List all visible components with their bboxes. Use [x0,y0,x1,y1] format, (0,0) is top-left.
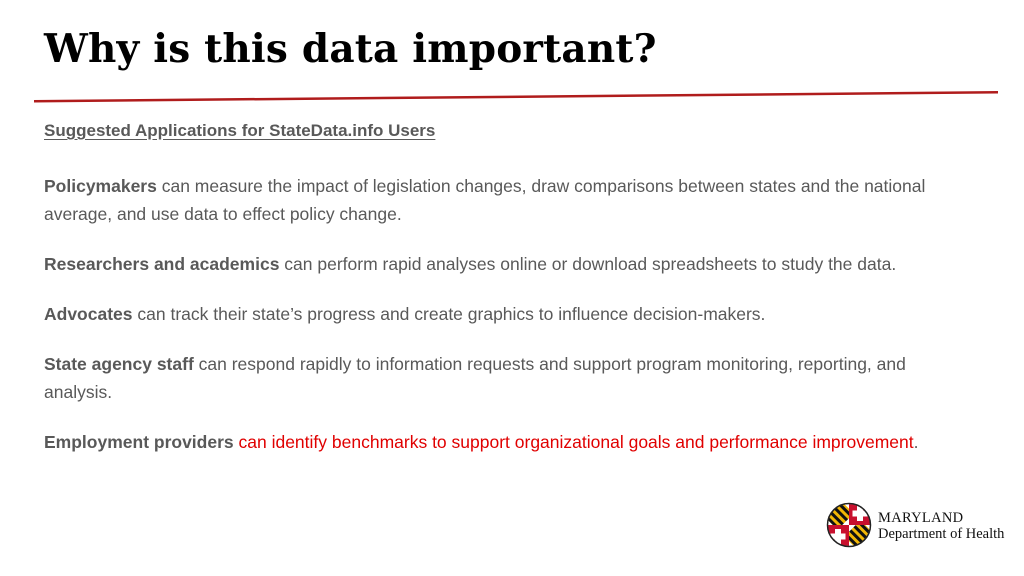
item-state-agency-staff [44,350,964,406]
item-lead: Employment providers [44,432,234,452]
item-researchers [44,250,964,278]
item-policymakers [44,172,964,228]
item-text: can respond rapidly to information requests and support program monitoring, reporting, and analysis. [44,354,906,402]
slide-body [44,121,964,478]
item-employment-providers [44,428,964,456]
item-text-highlighted: can identify benchmarks to support organizational goals and performance improvement [233,432,914,452]
maryland-health-logo [826,502,1016,550]
item-lead: Researchers and academics [44,254,280,274]
maryland-flag-seal-icon [826,502,872,548]
section-subheading: Suggested Applications for StateData.info Users [44,121,436,140]
item-text: can track their state’s progress and create graphics to influence decision-makers. [132,304,766,324]
item-lead: State agency staff [44,354,194,374]
item-trail: . [913,432,919,452]
logo-text-line2: Department of Health [878,526,1005,542]
logo-text-line1: MARYLAND [878,510,964,526]
item-advocates [44,300,964,328]
item-text: can measure the impact of legislation changes, draw comparisons between states and the national average, and use data to effect policy change. [44,176,926,224]
slide-title: Why is this data important? [44,26,657,72]
item-text: can perform rapid analyses online or download spreadsheets to study the data. [279,254,897,274]
item-lead: Advocates [44,304,133,324]
item-lead: Policymakers [44,176,157,196]
